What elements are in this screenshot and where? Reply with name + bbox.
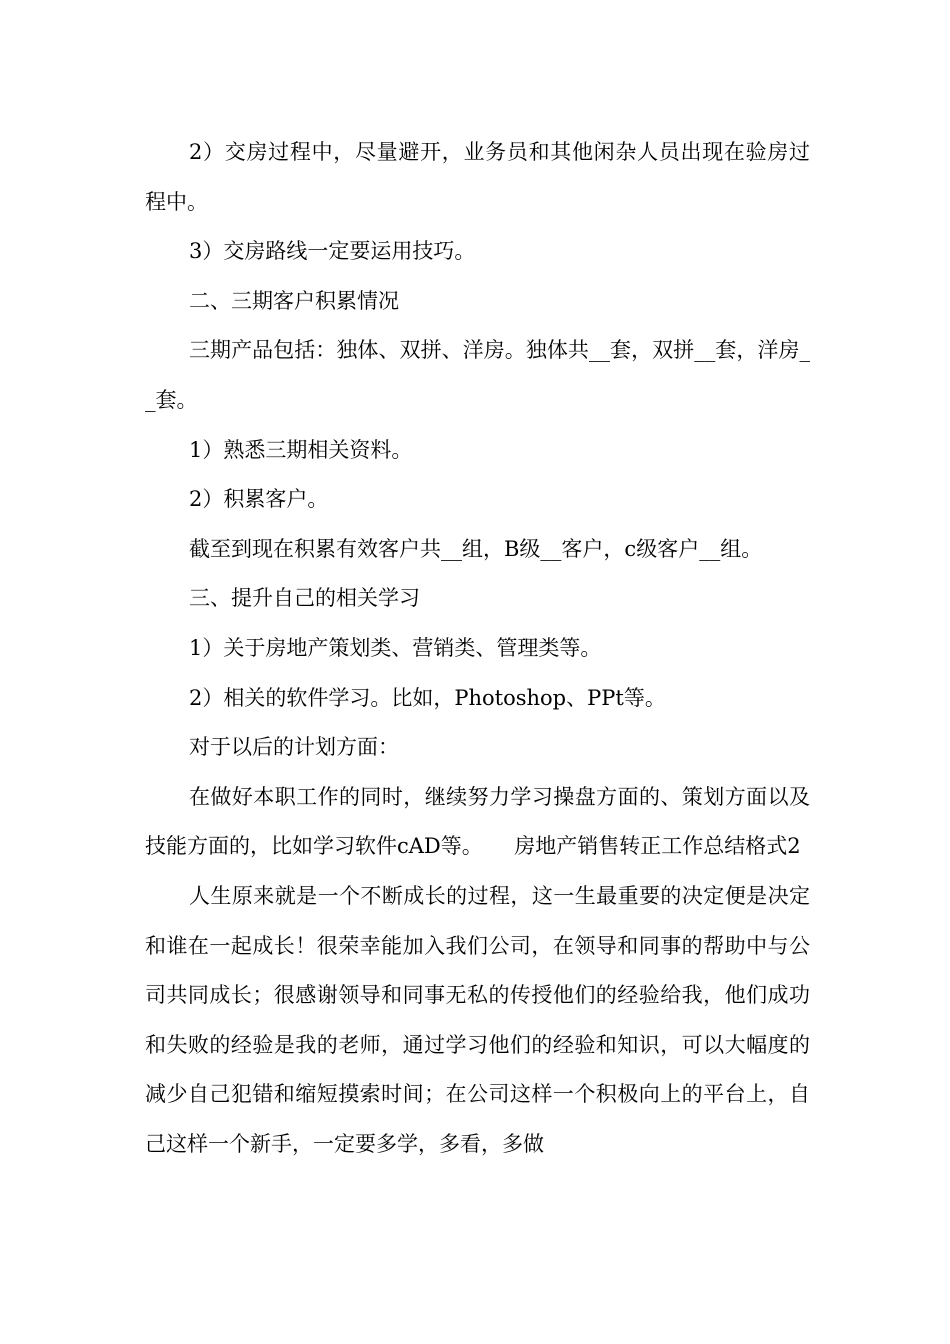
- paragraph-1: 2）交房过程中，尽量避开，业务员和其他闲杂人员出现在验房过程中。: [145, 140, 810, 214]
- section-heading-3: 三、提升自己的相关学习: [189, 586, 420, 611]
- section-heading-2: 二、三期客户积累情况: [189, 288, 399, 313]
- paragraph-11: 对于以后的计划方面：: [189, 735, 399, 760]
- paragraph-2: 3）交房路线一定要运用技巧。: [189, 239, 476, 264]
- paragraph-5: 1）熟悉三期相关资料。: [189, 437, 413, 462]
- paragraph-10: 2）相关的软件学习。比如，Photoshop、PPt等。: [189, 685, 666, 710]
- paragraph-6: 2）积累客户。: [189, 487, 329, 512]
- paragraph-4: 三期产品包括：独体、双拼、洋房。独体共__套，双拼__套，洋房__套。: [145, 338, 810, 412]
- document-body: [145, 128, 810, 1169]
- paragraph-12: 在做好本职工作的同时，继续努力学习操盘方面的、策划方面以及技能方面的，比如学习软件cAD等。 房地产销售转正工作总结格式2: [145, 784, 810, 859]
- paragraph-9: 1）关于房地产策划类、营销类、管理类等。: [189, 635, 602, 660]
- paragraph-13: 人生原来就是一个不断成长的过程，这一生最重要的决定便是决定和谁在一起成长！很荣幸能加入我们公司，在领导和同事的帮助中与公司共同成长；很感谢领导和同事无私的传授他们的经验给我，他们成功和失败的经验是我的老师，通过学习他们的经验和知识，可以大幅度的减少自己犯错和缩短摸索时间；在公司这样一个积极向上的平台上，自己这样一个新手，一定要多学，多看，多做: [145, 883, 810, 1156]
- paragraph-7: 截至到现在积累有效客户共__组，B级__客户，c级客户__组。: [189, 536, 763, 561]
